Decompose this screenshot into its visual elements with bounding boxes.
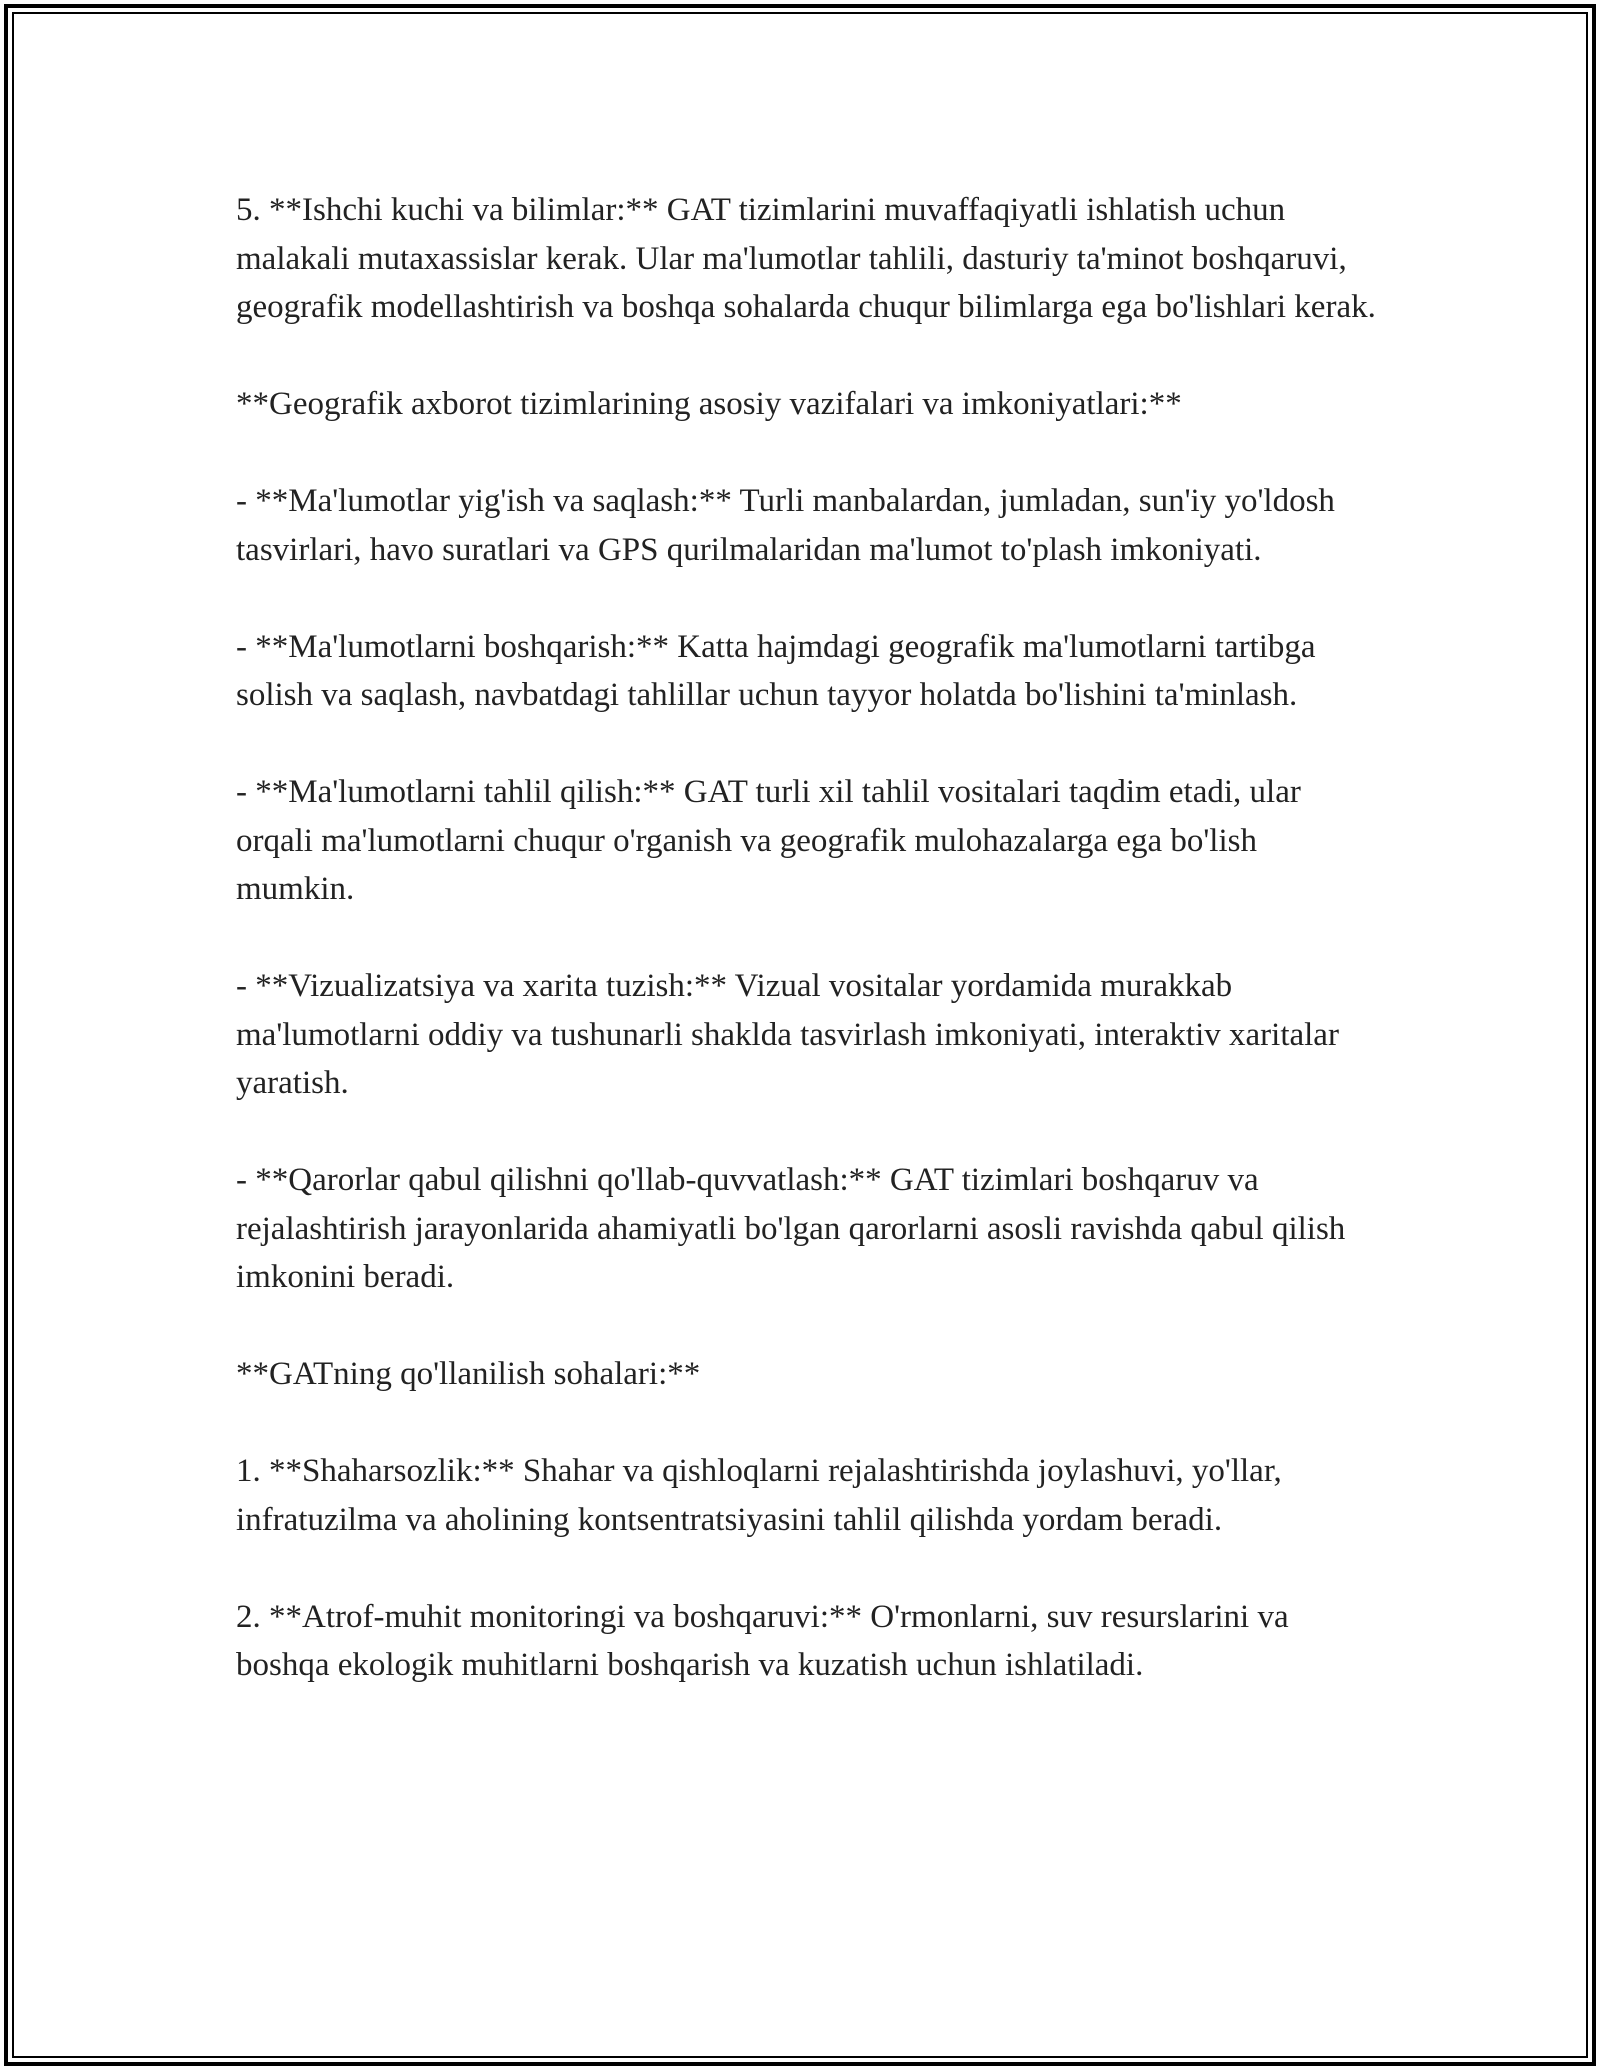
list-item-data-management: - **Ma'lumotlarni boshqarish:** Katta hajmdagi geografik ma'lumotlarni tartibga solish va saqlash, navbatdagi tahlillar uchun tayyor holatda bo'lishini ta'minlash. xyxy=(236,628,1316,713)
list-item-data-collection: - **Ma'lumotlar yig'ish va saqlash:** Turli manbalardan, jumladan, sun'iy yo'ldosh tasvirlari, havo suratlari va GPS qurilmalaridan ma'lumot to'plash imkoniyati. xyxy=(236,483,1335,568)
heading-gis-main-functions: **Geografik axborot tizimlarining asosiy vazifalari va imkoniyatlari:** xyxy=(236,386,1182,422)
document-body xyxy=(236,186,1376,1690)
list-item-visualization-mapping: - **Vizualizatsiya va xarita tuzish:** Vizual vositalar yordamida murakkab ma'lumotlarni oddiy va tushunarli shaklda tasvirlash imkoniyati, interaktiv xaritalar yaratish. xyxy=(236,968,1339,1101)
list-item-data-analysis: - **Ma'lumotlarni tahlil qilish:** GAT turli xil tahlil vositalari taqdim etadi, ular orqali ma'lumotlarni chuqur o'rganish va geografik mulohazalarga ega bo'lish mumkin. xyxy=(236,774,1301,907)
list-item-urban-planning: 1. **Shaharsozlik:** Shahar va qishloqlarni rejalashtirishda joylashuvi, yo'llar, infratuzilma va aholining kontsentratsiyasini tahlil qilishda yordam beradi. xyxy=(236,1453,1282,1538)
list-item-decision-support: - **Qarorlar qabul qilishni qo'llab-quvvatlash:** GAT tizimlari boshqaruv va rejalashtirish jarayonlarida ahamiyatli bo'lgan qarorlarni asosli ravishda qabul qilish imkonini beradi. xyxy=(236,1162,1346,1295)
heading-gis-application-areas: **GATning qo'llanilish sohalari:** xyxy=(236,1356,701,1392)
list-item-environment-monitoring: 2. **Atrof-muhit monitoringi va boshqaruvi:** O'rmonlarni, suv resurslarini va boshqa ekologik muhitlarni boshqarish va kuzatish uchun ishlatiladi. xyxy=(236,1598,1289,1683)
paragraph-workforce-knowledge: 5. **Ishchi kuchi va bilimlar:** GAT tizimlarini muvaffaqiyatli ishlatish uchun malakali mutaxassislar kerak. Ular ma'lumotlar tahlili, dasturiy ta'minot boshqaruvi, geografik modellashtirish va boshqa sohalarda chuqur bilimlarga ega bo'lishlari kerak. xyxy=(236,192,1376,325)
